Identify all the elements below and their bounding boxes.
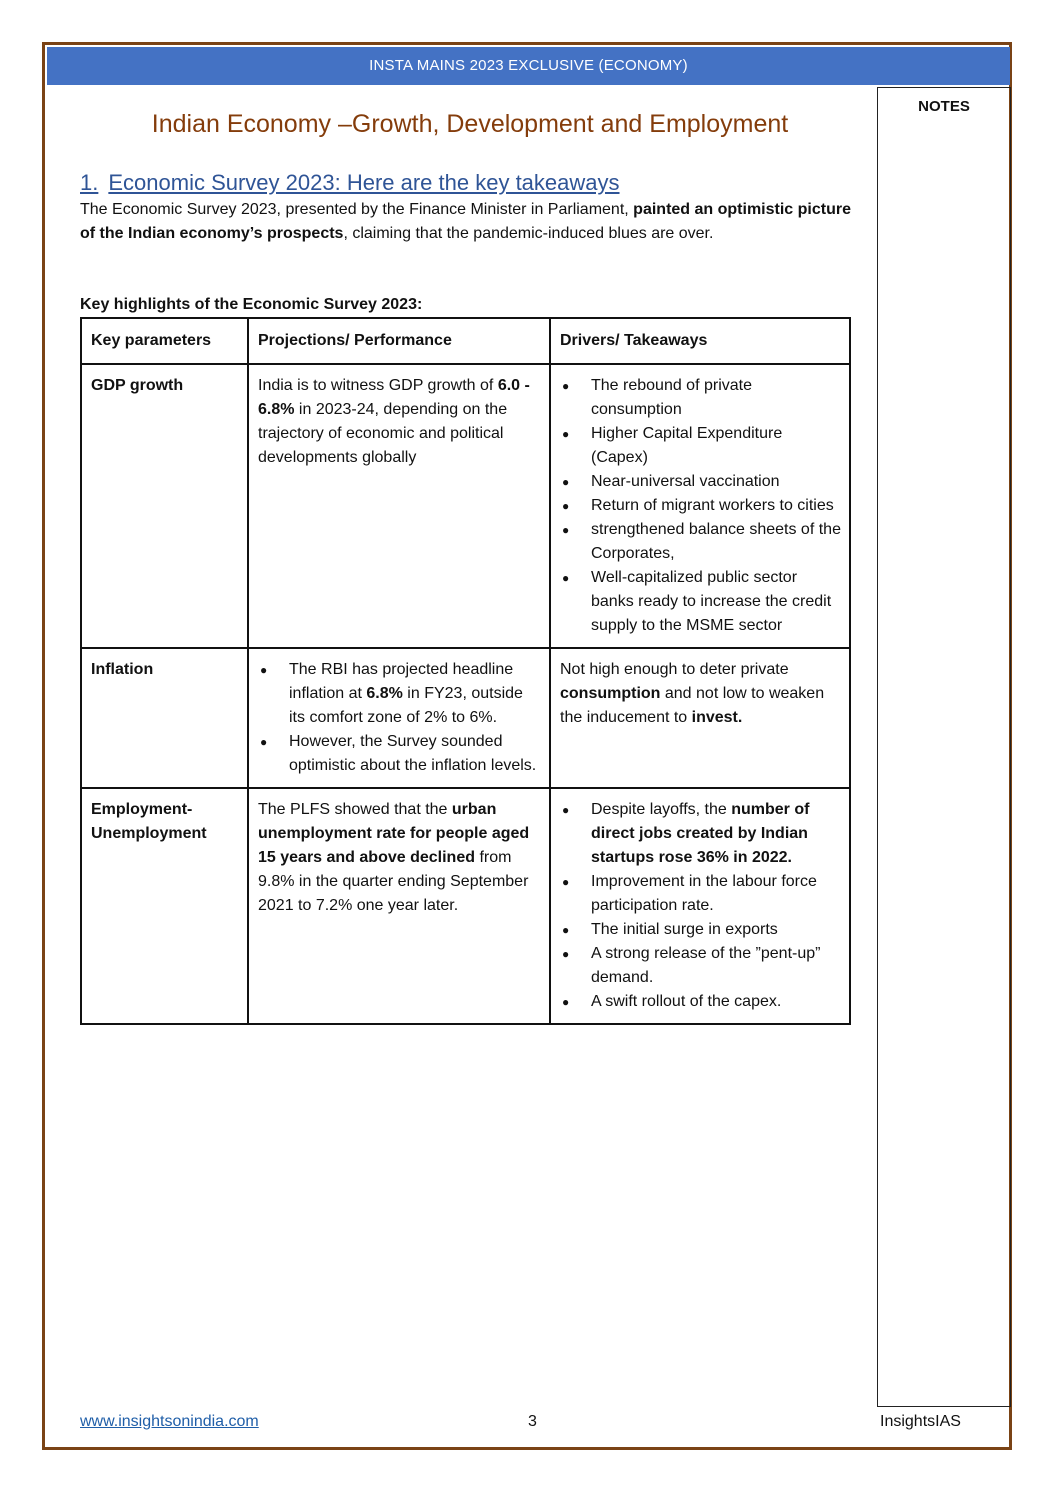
list-item: ● Higher Capital Expenditure (Capex) [560,422,841,470]
projection-cell [248,788,550,1024]
table-row [81,788,850,1024]
section-heading [80,170,620,196]
parameter-label: Inflation [91,661,154,678]
projection-list [258,658,541,778]
column-header: Projections/ Performance [248,318,550,364]
list-item: ● A swift rollout of the capex. [560,990,841,1014]
footer-brand: InsightsIAS [880,1413,961,1430]
text: and not low to weaken the inducement to [560,685,825,726]
list-item: ● Improvement in the labour force participation rate. [560,870,841,918]
list-item: ● Return of migrant workers to cities [560,494,841,518]
table-caption: Key highlights of the Economic Survey 2023: [80,296,423,313]
section-heading-text: Economic Survey 2023: Here are the key takeaways [108,170,620,195]
list-item [258,730,541,778]
column-header: Drivers/ Takeaways [550,318,850,364]
intro-emphasis: painted an optimistic picture of the Indian economy’s prospects [80,201,851,242]
emphasis: consumption [560,685,661,702]
drivers-list [560,374,841,638]
text: The PLFS showed that the [258,801,452,818]
list-item: ● The rebound of private consumption [560,374,841,422]
emphasis: number of direct jobs created by Indian startups rose 36% in 2022. [591,801,810,866]
intro-text: The Economic Survey 2023, presented by the Finance Minister in Parliament, [80,201,634,218]
drivers-cell [550,648,850,788]
parameter-cell [81,364,248,648]
text: in FY23, outside its comfort zone of 2% to 6%. [289,685,523,726]
page-number: 3 [528,1413,537,1430]
intro-paragraph [80,198,855,246]
parameter-cell [81,648,248,788]
text: However, the Survey sounded optimistic about the inflation levels. [289,733,537,774]
intro-text-end: , claiming that the pandemic-induced blues are over. [343,225,714,242]
table-row [81,364,850,648]
table-header-row [81,318,850,364]
drivers-list [560,798,841,1014]
projection-cell [248,364,550,648]
text: Not high enough to deter private [560,661,789,678]
emphasis: 6.0 - 6.8% [258,377,530,418]
projection-cell [248,648,550,788]
table-row [81,648,850,788]
list-item [560,798,841,870]
list-item: ● The initial surge in exports [560,918,841,942]
header-banner: INSTA MAINS 2023 EXCLUSIVE (ECONOMY) [47,47,1010,85]
list-item: ● strengthened balance sheets of the Corporates, [560,518,841,566]
emphasis: invest. [691,709,743,726]
list-item: ● A strong release of the ”pent-up” demand. [560,942,841,990]
parameter-label: GDP growth [91,377,184,394]
highlights-table [80,317,851,1025]
emphasis: 6.8% [366,685,403,702]
text: from 9.8% in the quarter ending September 2021 to 7.2% one year later. [258,849,529,914]
list-item: ● Near-universal vaccination [560,470,841,494]
parameter-label: Employment-Unemployment [91,801,207,842]
text: Despite layoffs, the [591,801,732,818]
drivers-cell [550,788,850,1024]
emphasis: urban unemployment rate for people aged 15 years and above declined [258,801,530,866]
column-header: Key parameters [81,318,248,364]
text: in 2023-24, depending on the trajectory of economic and political developments globally [258,401,508,466]
drivers-cell [550,364,850,648]
list-item [258,658,541,730]
parameter-cell [81,788,248,1024]
document-title: Indian Economy –Growth, Development and Employment [151,110,789,138]
notes-label: NOTES [918,98,970,115]
list-item: ● Well-capitalized public sector banks ready to increase the credit supply to the MSME sector [560,566,841,638]
text: India is to witness GDP growth of [258,377,498,394]
website-link[interactable]: www.insightsonindia.com [80,1413,259,1430]
text: The RBI has projected headline inflation at [289,661,514,702]
section-number: 1. [80,170,99,195]
notes-column [877,87,1011,1407]
